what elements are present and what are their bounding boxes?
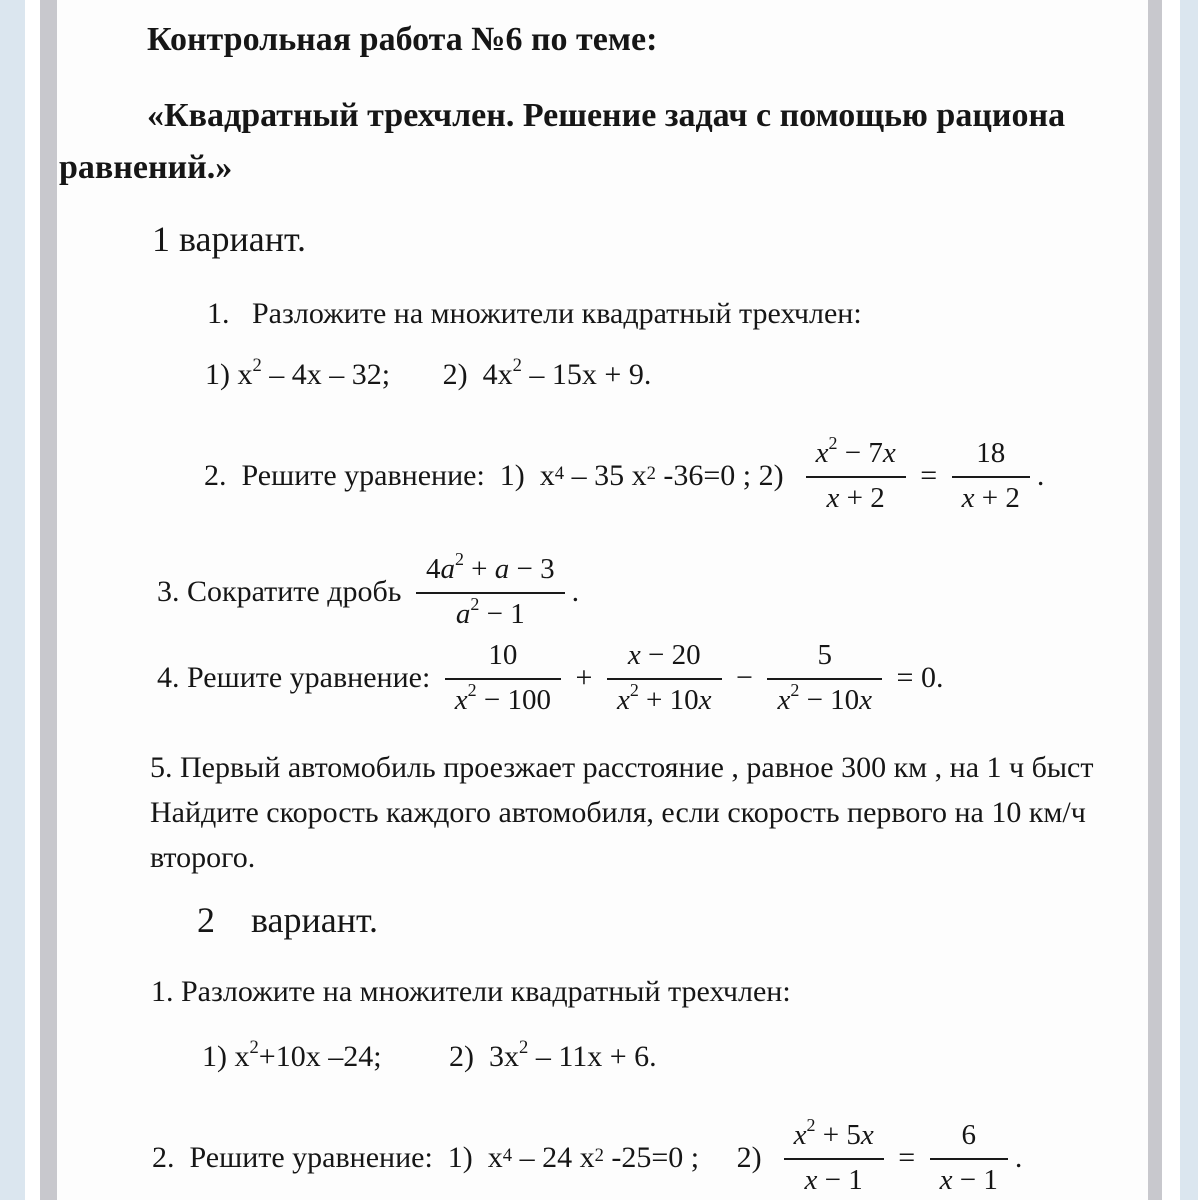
variant-1-problem-5-line-3: второго. <box>150 841 256 874</box>
variant-1-problem-1-items: 1) $x^2 - 4x - 32$; 2) $4x^2 - 15x + 9$. <box>205 354 652 391</box>
document-title-line-2: «Квадратный трехчлен. Решение задач с помощью рациона <box>147 97 1066 134</box>
variant-1-problem-1-text: 1. Разложите на множители квадратный трехчлен: <box>207 297 862 330</box>
document-page <box>57 0 1148 1200</box>
page-edge-shadow-right <box>1148 0 1162 1200</box>
document-title-line-3: равнений.» <box>59 149 233 186</box>
variant-2-heading: 2 вариант. <box>197 900 379 940</box>
variant-1-problem-5-line-1: 5. Первый автомобиль проезжает расстояние , равное 300 км , на 1 ч быст <box>150 751 1094 784</box>
variant-1-problem-2-equation: 2. Решите уравнение: 1) x $^4$ – 35 x $^2$ -36=0 ; 2) $\frac{x^2 - 7x}{x + 2}$ = $\frac{18}{x + 2}$ . <box>204 433 1045 514</box>
variant-1-problem-4-equation: 4. Решите уравнение: $\frac{10}{x^2 - 100}$ + $\frac{x - 20}{x^2 + 10x}$ − $\frac{5}{x^2 - 10x}$ = 0. <box>157 639 944 716</box>
right-white-gap <box>1162 0 1180 1200</box>
left-white-gap <box>25 0 40 1200</box>
variant-1-problem-5-line-2: Найдите скорость каждого автомобиля, если скорость первого на 10 км/ч <box>150 796 1086 829</box>
document-title-line-1: Контрольная работа №6 по теме: <box>147 21 658 58</box>
variant-2-problem-2-equation: 2. Решите уравнение: 1) x $^4$ – 24 x $^2$ -25=0 ; 2) $\frac{x^2 + 5x}{x - 1}$ = $\frac{6}{x - 1}$ . <box>152 1115 1023 1196</box>
variant-1-heading: 1 вариант. <box>152 219 307 259</box>
variant-2-problem-1-items: 1) $x^2+10x$ –24; 2) $3x^2 - 11x + 6$. <box>202 1036 657 1073</box>
variant-2-problem-1-text: 1. Разложите на множители квадратный трехчлен: <box>151 975 791 1008</box>
variant-1-problem-3-equation: 3. Сократите дробь $\frac{4a^2 + a - 3}{a^2 - 1}$ . <box>157 549 580 630</box>
page-edge-shadow-left <box>40 0 57 1200</box>
